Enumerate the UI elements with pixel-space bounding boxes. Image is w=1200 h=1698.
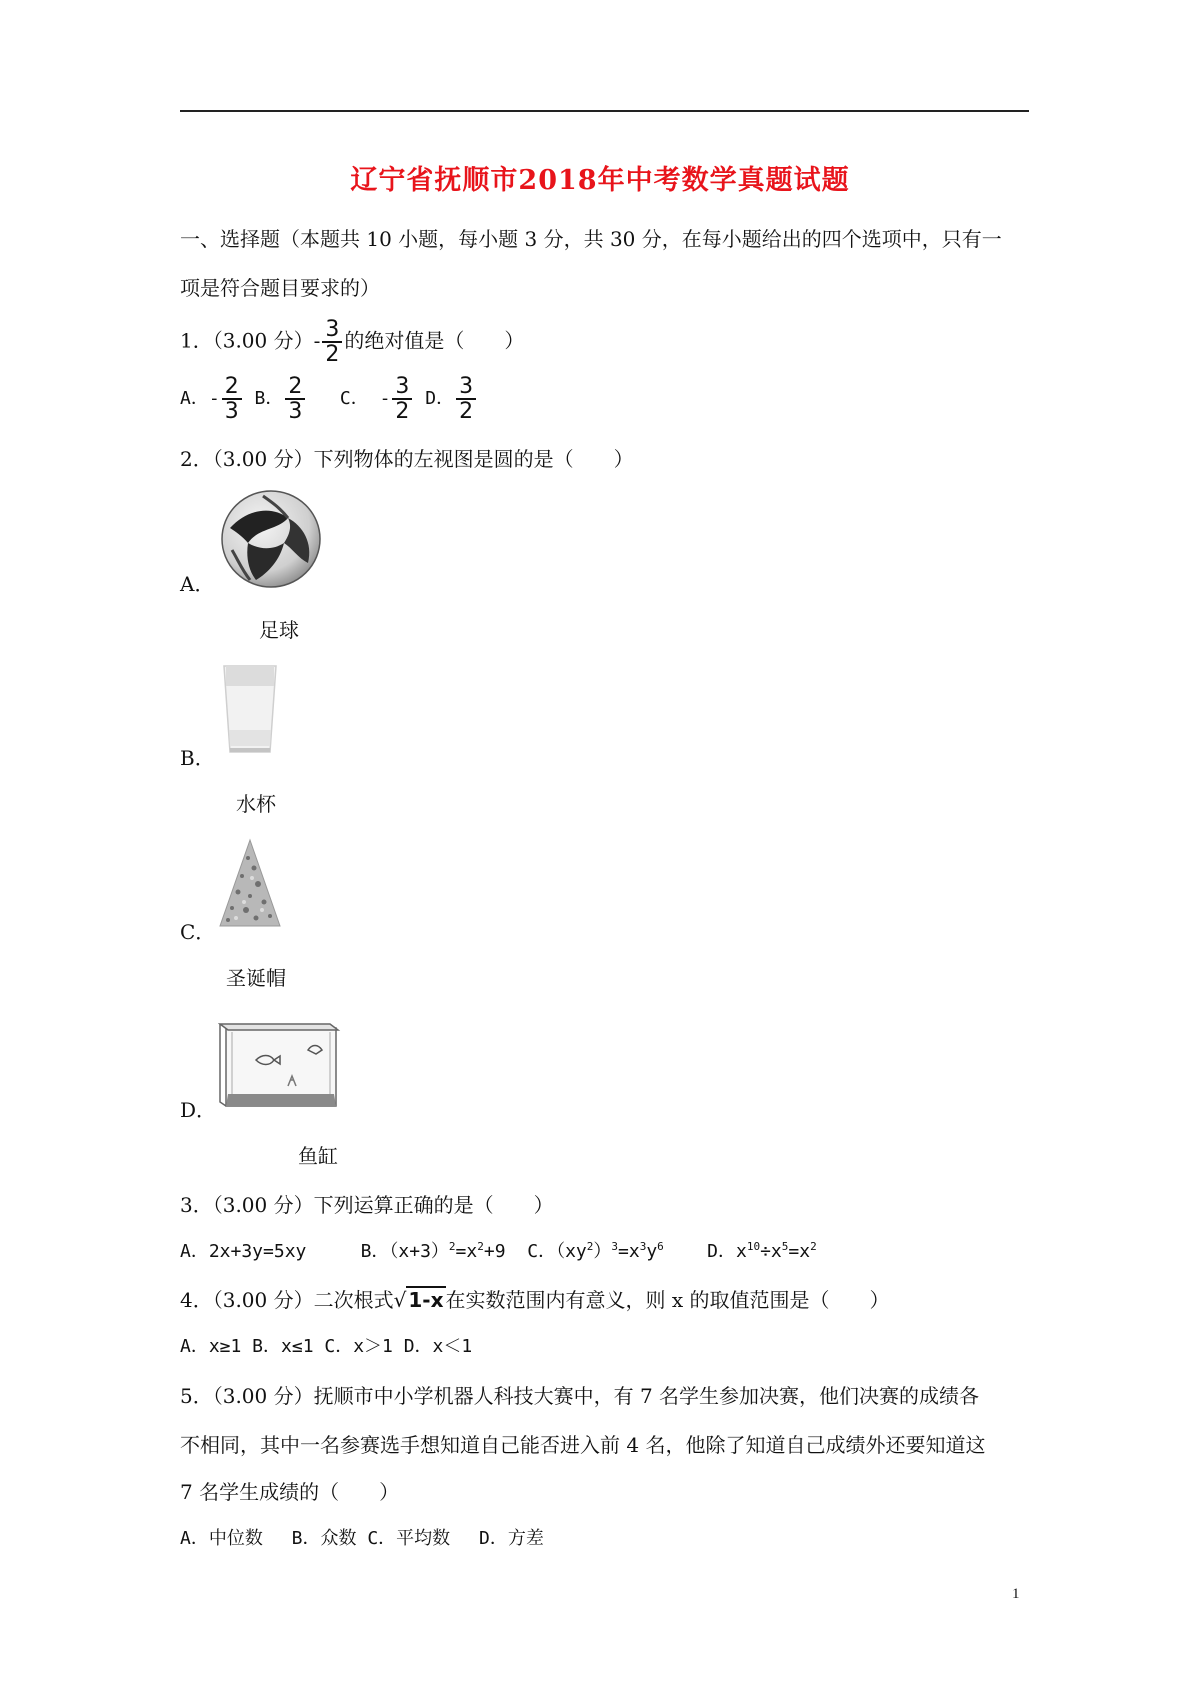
q2-option-b-label: B． bbox=[180, 746, 215, 770]
q3-option-b bbox=[361, 1241, 506, 1262]
q1-d-num: 3 bbox=[456, 375, 476, 400]
q1-option-c-label: C． bbox=[339, 388, 369, 409]
question-4-options: A．x≥1 B．x≤1 C．x＞1 D．x＜1 bbox=[180, 1336, 473, 1357]
q1-suffix: 的绝对值是（ ） bbox=[344, 328, 525, 353]
q1-neg-sign: - bbox=[313, 328, 321, 353]
question-3-options bbox=[180, 1237, 817, 1263]
q1-option-a-fraction bbox=[222, 375, 242, 423]
q4-suffix: 在实数范围内有意义，则 x 的取值范围是（ ） bbox=[445, 1288, 890, 1312]
q1-a-num: 2 bbox=[222, 375, 242, 400]
q4-radical: √ 1-x bbox=[393, 1288, 444, 1312]
q3-b-post: +9 bbox=[483, 1241, 506, 1262]
question-3-stem: 3．（3.00 分）下列运算正确的是（ ） bbox=[180, 1193, 554, 1217]
q1-option-c-sign: - bbox=[379, 388, 391, 409]
question-5-line1: 5．（3.00 分）抚顺市中小学机器人科技大赛中，有 7 名学生参加决赛，他们决赛的成绩各 bbox=[180, 1384, 980, 1408]
q1-option-b-label: B． bbox=[254, 388, 284, 409]
page-number: 1 bbox=[1012, 1586, 1020, 1602]
q1-b-num: 2 bbox=[285, 375, 305, 400]
fish-tank-image bbox=[218, 1016, 344, 1110]
q3-b-mid: =x bbox=[455, 1241, 478, 1262]
q1-option-c-fraction bbox=[392, 375, 412, 423]
q1-fraction bbox=[322, 318, 342, 366]
q1-b-den: 3 bbox=[288, 399, 303, 424]
header-rule bbox=[180, 110, 1029, 112]
cup-image bbox=[220, 664, 280, 756]
q2-option-b-caption: 水杯 bbox=[236, 792, 276, 816]
q3-d-sup1: 10 bbox=[746, 1240, 761, 1253]
q3-option-c bbox=[527, 1241, 664, 1262]
q3-d-pre: D．x bbox=[707, 1241, 747, 1262]
q3-option-d bbox=[707, 1241, 817, 1262]
q3-c-mid3: y bbox=[646, 1241, 658, 1262]
q3-d-mid: ÷x bbox=[760, 1241, 782, 1262]
q1-a-den: 3 bbox=[224, 399, 239, 424]
q1-d-den: 2 bbox=[459, 399, 474, 424]
q1-denominator: 2 bbox=[325, 342, 340, 367]
q2-option-d-caption: 鱼缸 bbox=[298, 1144, 338, 1168]
q1-prefix: 1．（3.00 分） bbox=[180, 328, 314, 353]
q4-radicand: 1-x bbox=[408, 1288, 444, 1312]
q1-option-d-fraction bbox=[456, 375, 476, 423]
question-4-stem bbox=[180, 1284, 890, 1313]
section-heading-line2: 项是符合题目要求的） bbox=[180, 276, 380, 300]
christmas-hat-image bbox=[218, 838, 282, 930]
q3-c-mid2: =x bbox=[618, 1241, 640, 1262]
q1-c-num: 3 bbox=[392, 375, 412, 400]
q1-option-b-fraction bbox=[285, 375, 305, 423]
q4-prefix: 4．（3.00 分）二次根式 bbox=[180, 1288, 394, 1312]
question-5-line2: 不相同，其中一名参赛选手想知道自己能否进入前 4 名，他除了知道自己成绩外还要知道这 bbox=[180, 1433, 986, 1457]
question-1-options bbox=[180, 375, 478, 423]
q3-c-sup2: 3 bbox=[611, 1240, 618, 1253]
q2-option-c-label: C． bbox=[180, 920, 216, 944]
soccer-ball-image bbox=[218, 488, 324, 590]
q1-option-d-label: D． bbox=[425, 388, 455, 409]
q3-b-sup2: 2 bbox=[477, 1240, 484, 1253]
q3-c-sup1: 2 bbox=[586, 1240, 594, 1253]
q3-b-pre: B．（x+3） bbox=[360, 1241, 449, 1262]
question-5-line3: 7 名学生成绩的（ ） bbox=[180, 1480, 400, 1504]
q2-option-a-caption: 足球 bbox=[259, 618, 299, 642]
q1-option-a-label: A． bbox=[180, 388, 209, 409]
q2-option-d-label: D． bbox=[180, 1098, 217, 1122]
q3-b-sup1: 2 bbox=[448, 1240, 456, 1253]
section-heading-line1: 一、选择题（本题共 10 小题，每小题 3 分，共 30 分，在每小题给出的四个选项中，只有一 bbox=[180, 227, 1002, 251]
question-1-stem bbox=[180, 318, 524, 366]
q3-c-pre: C．（xy bbox=[527, 1241, 587, 1262]
q2-option-c-caption: 圣诞帽 bbox=[226, 966, 286, 990]
q1-numerator: 3 bbox=[322, 318, 342, 343]
q3-d-mid2: =x bbox=[788, 1241, 811, 1262]
question-5-options: A．中位数 B．众数 C．平均数 D．方差 bbox=[180, 1528, 544, 1549]
q3-d-sup2: 5 bbox=[781, 1240, 789, 1253]
q2-option-a-label: A． bbox=[180, 572, 215, 596]
q3-c-mid: ） bbox=[593, 1241, 612, 1262]
q1-option-a-sign: - bbox=[208, 388, 220, 409]
q3-c-sup4: 6 bbox=[657, 1240, 664, 1253]
q3-d-sup3: 2 bbox=[810, 1240, 817, 1253]
q3-c-sup3: 3 bbox=[639, 1240, 647, 1253]
page-title: 辽宁省抚顺市2018年中考数学真题试题 bbox=[350, 165, 850, 196]
q1-c-den: 2 bbox=[395, 399, 410, 424]
question-2-stem: 2．（3.00 分）下列物体的左视图是圆的是（ ） bbox=[180, 447, 634, 471]
q3-option-a: A．2x+3y=5xy bbox=[180, 1241, 307, 1262]
